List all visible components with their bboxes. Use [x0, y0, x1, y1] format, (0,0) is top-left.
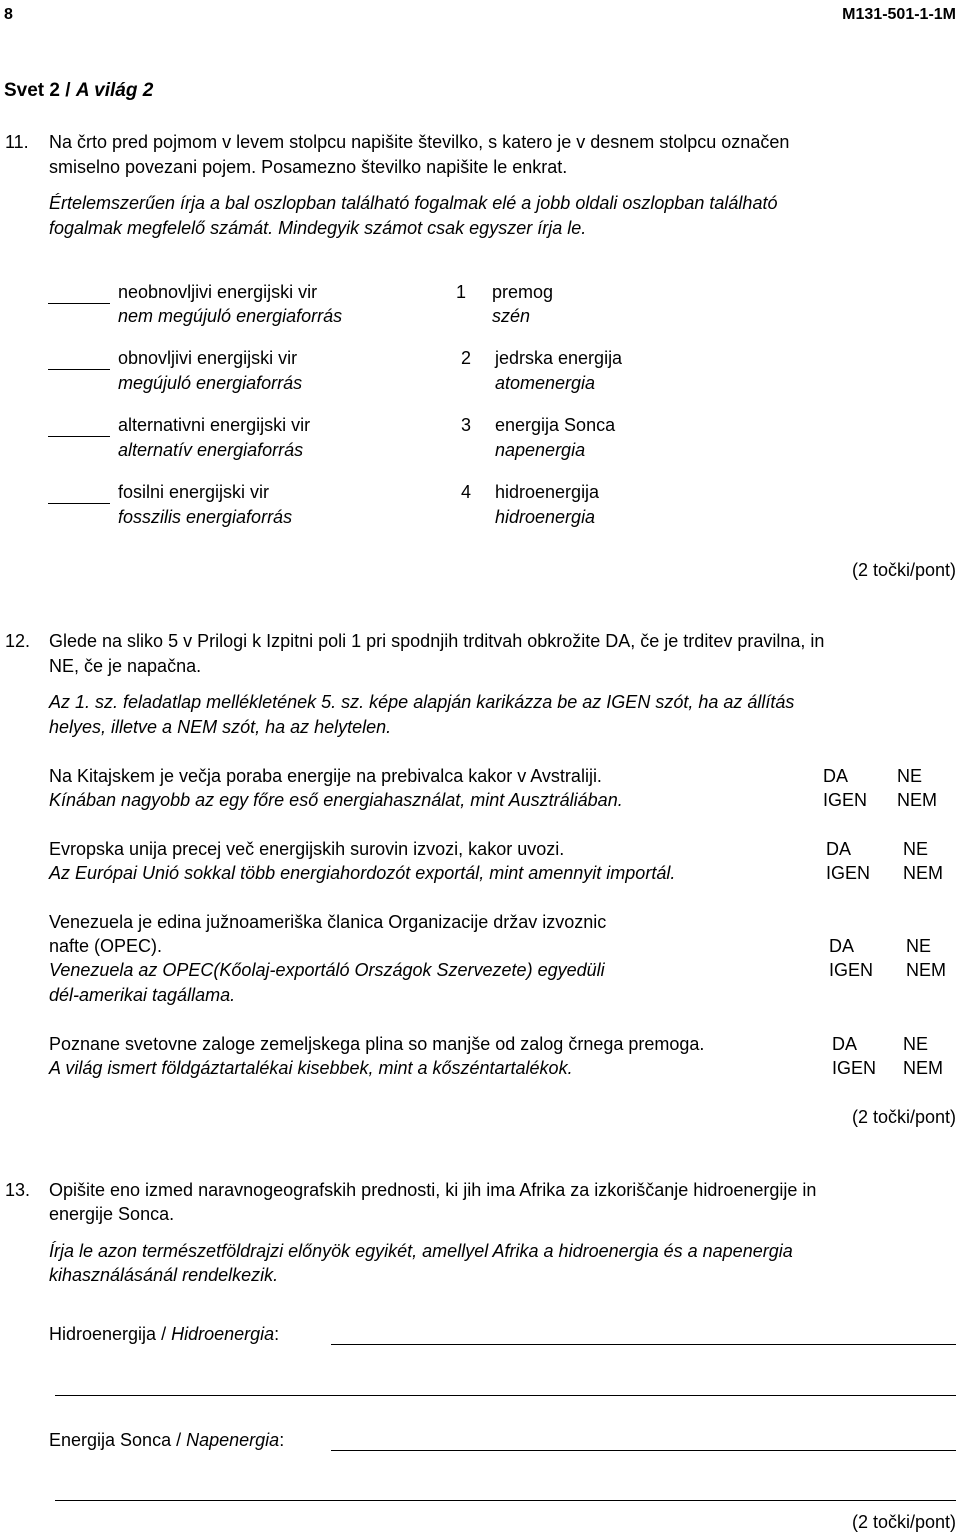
right-term-3-hu: napenergia — [495, 440, 586, 460]
statement-4-hu: A világ ismert földgáztartalékai kisebbek, mint a kőszéntartalékok. — [49, 1058, 573, 1078]
q13-instruction-hu-2: kihasználásánál rendelkezik. — [49, 1265, 279, 1285]
left-term-3-hu: alternatív energiaforrás — [118, 440, 304, 460]
left-term-2-sl: obnovljivi energijski vir — [118, 348, 298, 368]
right-number-4: 4 — [461, 482, 472, 502]
q13-instruction-sl-1: Opišite eno izmed naravnogeografskih prednosti, ki jih ima Afrika za izkoriščanje hidroenergije in — [49, 1180, 817, 1200]
statement-2-sl: Evropska unija precej več energijskih surovin izvozi, kakor uvozi. — [49, 839, 565, 859]
hydro-label-hu: Hidroenergia — [171, 1324, 275, 1344]
q12-number: 12. — [5, 631, 31, 651]
q11-points: (2 točki/pont) — [851, 560, 956, 580]
solar-label-sl: Energija Sonca — [49, 1430, 172, 1450]
statement-3-nem[interactable]: NEM — [906, 960, 946, 980]
statement-4-igen[interactable]: IGEN — [832, 1058, 877, 1078]
statement-4-sl: Poznane svetovne zaloge zemeljskega plina so manjše od zalog črnega premoga. — [49, 1034, 705, 1054]
statement-3-hu-2: dél-amerikai tagállama. — [49, 985, 236, 1005]
q12-instruction-sl-2: NE, če je napačna. — [49, 656, 202, 676]
statement-3-ne[interactable]: NE — [906, 936, 932, 956]
statement-3-sl-2: nafte (OPEC). — [49, 936, 163, 956]
section-title-sep: / — [65, 80, 71, 101]
left-term-1-hu: nem megújuló energiaforrás — [118, 306, 343, 326]
right-term-2-sl: jedrska energija — [495, 348, 623, 368]
statement-1-da[interactable]: DA — [823, 766, 849, 786]
statement-3-hu-1: Venezuela az OPEC(Kőolaj-exportáló Országok Szervezete) egyedüli — [49, 960, 605, 980]
statement-2-da[interactable]: DA — [826, 839, 852, 859]
statement-3-da[interactable]: DA — [829, 936, 855, 956]
q11-number: 11. — [5, 132, 29, 152]
statement-4-nem[interactable]: NEM — [903, 1058, 943, 1078]
q13-instruction-sl-2: energije Sonca. — [49, 1204, 175, 1224]
right-number-3: 3 — [461, 415, 472, 435]
statement-1-nem[interactable]: NEM — [897, 790, 937, 810]
q11-instruction-sl-2: smiselno povezani pojem. Posamezno številko napišite le enkrat. — [49, 157, 568, 177]
right-term-3-sl: energija Sonca — [495, 415, 616, 435]
right-term-1-hu: szén — [492, 306, 531, 326]
solar-answer-line-1[interactable] — [331, 1450, 956, 1451]
solar-label-colon: : — [279, 1430, 285, 1450]
q12-instruction-hu-2: helyes, illetve a NEM szót, ha az helytelen. — [49, 717, 392, 737]
section-title-hu: A világ 2 — [75, 80, 154, 101]
right-term-4-sl: hidroenergija — [495, 482, 600, 502]
q12-instruction-sl-1: Glede na sliko 5 v Prilogi k Izpitni poli 1 pri spodnjih trditvah obkrožite DA, če je trditev pravilna, in — [49, 631, 825, 651]
left-term-1-sl: neobnovljivi energijski vir — [118, 282, 318, 302]
right-term-4-hu: hidroenergia — [495, 507, 596, 527]
statement-4-da[interactable]: DA — [832, 1034, 858, 1054]
q12-points: (2 točki/pont) — [851, 1107, 956, 1127]
answer-blank-3[interactable] — [48, 436, 110, 437]
hydro-label-colon: : — [274, 1324, 280, 1344]
hydro-label-sep: / — [156, 1324, 172, 1344]
hydro-label-sl: Hidroenergija — [49, 1324, 157, 1344]
answer-blank-1[interactable] — [48, 303, 110, 304]
right-term-1-sl: premog — [492, 282, 554, 302]
statement-1-ne[interactable]: NE — [897, 766, 923, 786]
statement-2-hu: Az Európai Unió sokkal több energiahordozót exportál, mint amennyit importál. — [49, 863, 676, 883]
hydro-field-label — [49, 1324, 279, 1345]
q13-number: 13. — [5, 1180, 31, 1200]
solar-field-label — [49, 1430, 284, 1451]
hydro-answer-line-1[interactable] — [331, 1344, 956, 1345]
statement-4-ne[interactable]: NE — [903, 1034, 929, 1054]
q11-instruction-hu-2: fogalmak megfelelő számát. Mindegyik számot csak egyszer írja le. — [49, 218, 587, 238]
document-code: M131-501-1-1M — [842, 6, 956, 23]
section-title-sl: Svet 2 — [4, 80, 60, 101]
answer-blank-2[interactable] — [48, 369, 110, 370]
left-term-3-sl: alternativni energijski vir — [118, 415, 311, 435]
statement-3-sl-1: Venezuela je edina južnoameriška članica Organizacije držav izvoznic — [49, 912, 607, 932]
section-title — [4, 80, 153, 102]
statement-2-ne[interactable]: NE — [903, 839, 929, 859]
page-number: 8 — [4, 6, 13, 23]
solar-label-hu: Napenergia — [186, 1430, 280, 1450]
statement-3-igen[interactable]: IGEN — [829, 960, 874, 980]
statement-2-igen[interactable]: IGEN — [826, 863, 871, 883]
solar-answer-line-2[interactable] — [55, 1500, 956, 1501]
q11-instruction-hu-1: Értelemszerűen írja a bal oszlopban található fogalmak elé a jobb oldali oszlopban található — [49, 193, 778, 213]
statement-1-sl: Na Kitajskem je večja poraba energije na prebivalca kakor v Avstraliji. — [49, 766, 602, 786]
statement-1-igen[interactable]: IGEN — [823, 790, 868, 810]
left-term-4-hu: fosszilis energiaforrás — [118, 507, 293, 527]
hydro-answer-line-2[interactable] — [55, 1395, 956, 1396]
answer-blank-4[interactable] — [48, 503, 110, 504]
right-number-1: 1 — [456, 282, 467, 302]
q13-points: (2 točki/pont) — [851, 1512, 956, 1532]
solar-label-sep: / — [171, 1430, 187, 1450]
q12-instruction-hu-1: Az 1. sz. feladatlap mellékletének 5. sz. képe alapján karikázza be az IGEN szót, ha az állítás — [49, 692, 795, 712]
right-term-2-hu: atomenergia — [495, 373, 596, 393]
right-number-2: 2 — [461, 348, 472, 368]
q11-instruction-sl-1: Na črto pred pojmom v levem stolpcu napišite številko, s katero je v desnem stolpcu označen — [49, 132, 790, 152]
statement-2-nem[interactable]: NEM — [903, 863, 943, 883]
q13-instruction-hu-1: Írja le azon természetföldrajzi előnyök egyikét, amellyel Afrika a hidroenergia és a napenergia — [49, 1241, 793, 1261]
statement-1-hu: Kínában nagyobb az egy főre eső energiahasználat, mint Ausztráliában. — [49, 790, 623, 810]
left-term-2-hu: megújuló energiaforrás — [118, 373, 303, 393]
left-term-4-sl: fosilni energijski vir — [118, 482, 270, 502]
